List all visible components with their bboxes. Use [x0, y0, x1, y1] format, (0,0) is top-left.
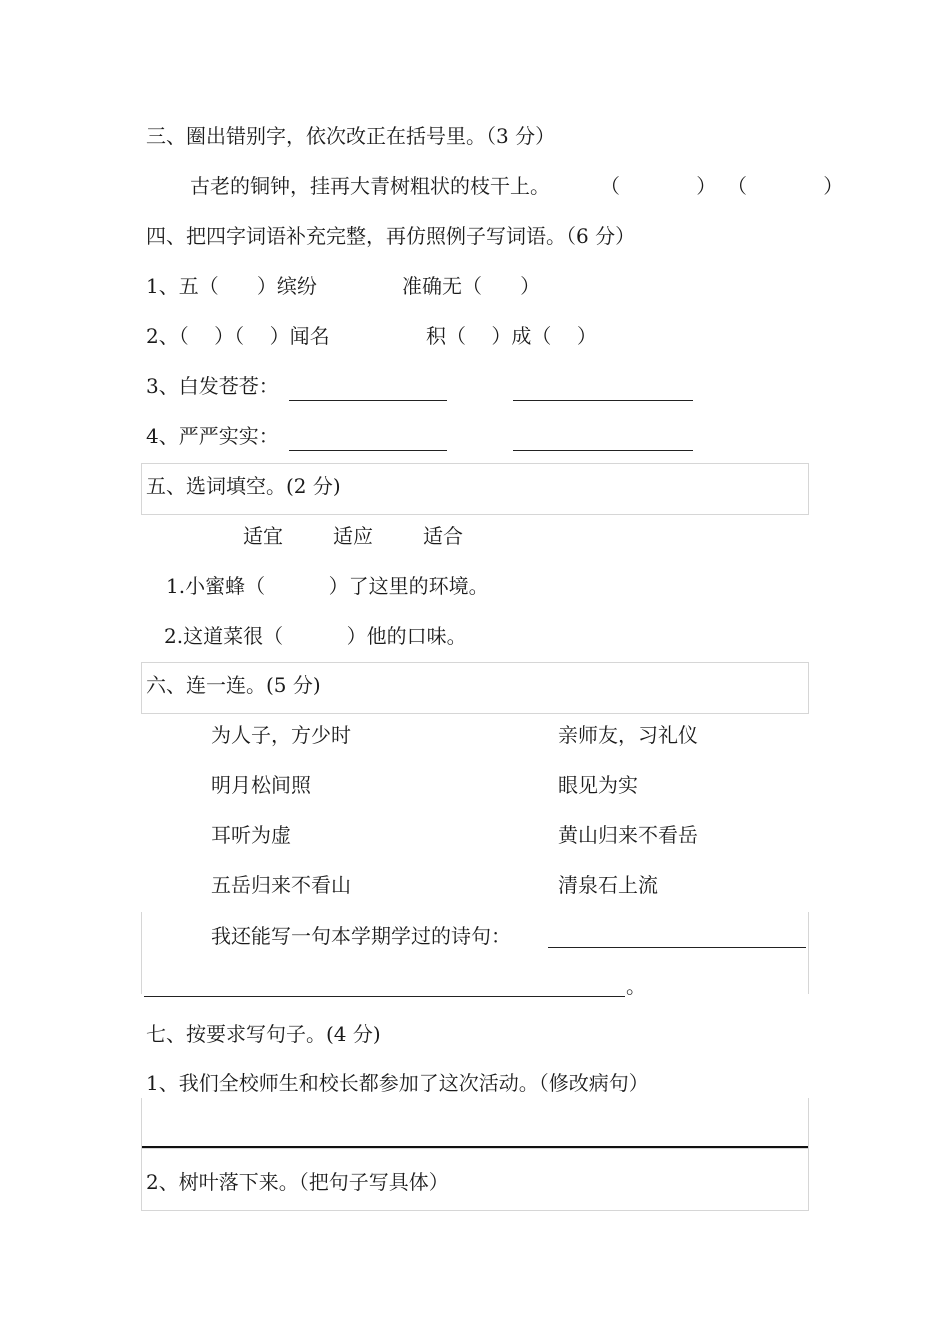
section4-title: 四、把四字词语补充完整，再仿照例子写词语。（6 分）	[146, 224, 636, 248]
section6-title: 六、连一连。(5 分)	[146, 673, 321, 697]
match-right-item[interactable]: 清泉石上流	[558, 873, 658, 897]
border-right	[808, 1098, 809, 1148]
section7-title: 七、按要求写句子。(4 分)	[146, 1022, 381, 1046]
idiom-row1-a: 1、五（ ）缤纷	[146, 274, 317, 298]
word-option: 适合	[423, 524, 463, 548]
border-right	[808, 912, 809, 994]
section3-title: 三、圈出错别字，依次改正在括号里。（3 分）	[146, 124, 556, 148]
answer-paren-2[interactable]: （ ）	[727, 174, 844, 198]
poem-end-mark: 。	[626, 974, 646, 998]
word-option: 适宜	[243, 524, 283, 548]
match-right-item[interactable]: 眼见为实	[558, 773, 638, 797]
poem-prompt: 我还能写一句本学期学过的诗句：	[211, 924, 511, 948]
poem-answer-line[interactable]	[548, 947, 806, 948]
answer-paren-1[interactable]: （ ）	[600, 174, 717, 198]
section3-sentence: 古老的铜钟，挂再大青树粗状的枝干上。	[190, 174, 550, 198]
answer-line[interactable]	[513, 400, 693, 401]
fill-question-1: 1.小蜜蜂（ ）了这里的环境。	[166, 574, 489, 598]
example-row4-label: 4、严严实实：	[146, 424, 279, 448]
idiom-row2-b: 积（ ）成（ ）	[426, 324, 597, 348]
match-left-item[interactable]: 五岳归来不看山	[211, 873, 351, 897]
border-left	[141, 1098, 142, 1148]
idiom-row1-b: 准确无（ ）	[402, 274, 541, 298]
answer-line[interactable]	[513, 450, 693, 451]
word-option: 适应	[333, 524, 373, 548]
poem-answer-line-2[interactable]	[144, 996, 625, 997]
rewrite-question-1: 1、我们全校师生和校长都参加了这次活动。（修改病句）	[146, 1071, 649, 1095]
match-left-item[interactable]: 为人子，方少时	[211, 723, 351, 747]
idiom-row2-a: 2、（ ）（ ）闻名	[146, 324, 330, 348]
example-row3-label: 3、白发苍苍：	[146, 374, 279, 398]
match-left-item[interactable]: 耳听为虚	[211, 823, 291, 847]
answer-line[interactable]	[289, 400, 447, 401]
match-right-item[interactable]: 黄山归来不看岳	[558, 823, 698, 847]
fill-question-2: 2.这道菜很（ ）他的口味。	[164, 624, 467, 648]
match-left-item[interactable]: 明月松间照	[211, 773, 311, 797]
answer-line[interactable]	[289, 450, 447, 451]
match-right-item[interactable]: 亲师友，习礼仪	[558, 723, 698, 747]
section5-title: 五、选词填空。(2 分)	[146, 474, 341, 498]
rewrite-question-2: 2、树叶落下来。（把句子写具体）	[146, 1170, 449, 1194]
border-left	[141, 912, 142, 994]
